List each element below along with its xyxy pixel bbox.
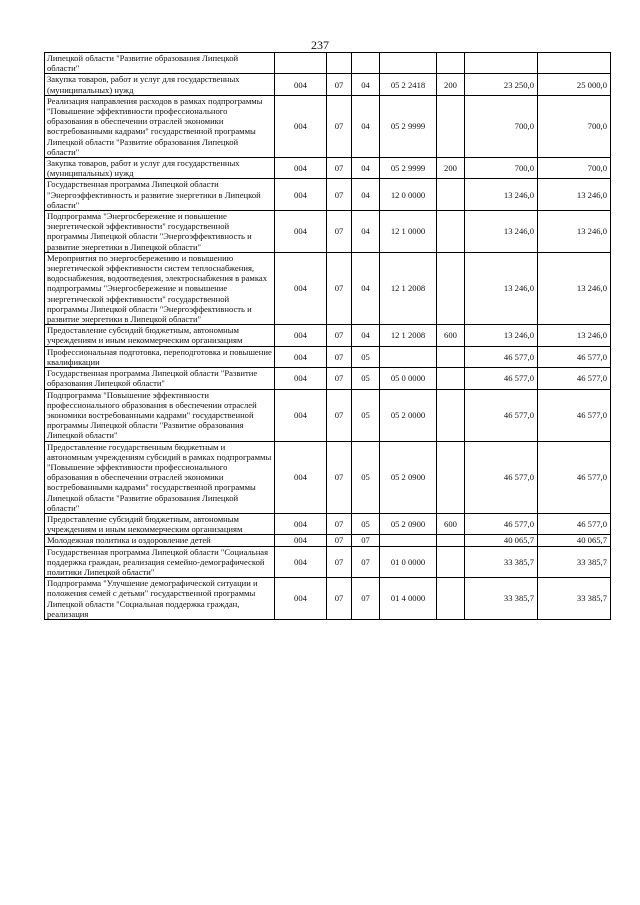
section-code-cell: 07 [327,252,352,324]
section-code-cell: 07 [327,389,352,441]
subsection-code-cell: 07 [352,578,380,620]
target-article-cell: 05 0 0000 [380,368,437,389]
amount-year2-cell: 13 246,0 [538,211,611,253]
row-name-cell: Мероприятия по энергосбережению и повышению энергетической эффективности систем теплоснабжения, водоснабжения, водоотведения, электроснабжения в рамках подпрограммы "Энергосбережение и повышение энергетической эффективности" государственной программы Липецкой области "Энергоэффективность и развитие энергетики в Липецкой области" [45,252,275,324]
row-name-cell: Молодежная политика и оздоровление детей [45,535,275,546]
target-article-cell: 12 1 0000 [380,211,437,253]
section-code-cell: 07 [327,325,352,346]
ved-code-cell: 004 [275,389,327,441]
expense-type-cell [437,252,465,324]
target-article-cell: 05 2 9999 [380,158,437,179]
subsection-code-cell: 07 [352,546,380,578]
table-row [45,95,611,157]
ved-code-cell: 004 [275,535,327,546]
row-name-cell: Предоставление субсидий бюджетным, автономным учреждениям и иным некоммерческим организациям [45,513,275,534]
section-code-cell: 07 [327,211,352,253]
ved-code-cell: 004 [275,441,327,513]
subsection-code-cell: 04 [352,158,380,179]
target-article-cell: 12 1 2008 [380,252,437,324]
expense-type-cell [437,389,465,441]
row-name-cell: Предоставление субсидий бюджетным, автономным учреждениям и иным некоммерческим организациям [45,325,275,346]
ved-code-cell: 004 [275,179,327,211]
table-body [45,53,611,620]
expense-type-cell: 600 [437,325,465,346]
amount-year1-cell [465,53,538,74]
amount-year1-cell: 13 246,0 [465,179,538,211]
target-article-cell: 05 2 0900 [380,441,437,513]
target-article-cell: 05 2 2418 [380,74,437,95]
amount-year2-cell: 46 577,0 [538,368,611,389]
target-article-cell [380,53,437,74]
table-row [45,74,611,95]
expense-type-cell [437,578,465,620]
target-article-cell: 05 2 0000 [380,389,437,441]
section-code-cell: 07 [327,95,352,157]
subsection-code-cell: 04 [352,74,380,95]
section-code-cell: 07 [327,578,352,620]
amount-year2-cell: 46 577,0 [538,513,611,534]
amount-year1-cell: 40 065,7 [465,535,538,546]
amount-year2-cell: 40 065,7 [538,535,611,546]
ved-code-cell [275,53,327,74]
ved-code-cell: 004 [275,513,327,534]
amount-year2-cell: 13 246,0 [538,252,611,324]
amount-year2-cell: 13 246,0 [538,325,611,346]
subsection-code-cell: 04 [352,179,380,211]
subsection-code-cell: 05 [352,513,380,534]
section-code-cell: 07 [327,535,352,546]
target-article-cell [380,535,437,546]
target-article-cell: 12 0 0000 [380,179,437,211]
subsection-code-cell: 05 [352,346,380,367]
expense-type-cell [437,368,465,389]
subsection-code-cell: 07 [352,535,380,546]
table-row [45,535,611,546]
table-row [45,158,611,179]
ved-code-cell: 004 [275,158,327,179]
expense-type-cell [437,535,465,546]
section-code-cell [327,53,352,74]
amount-year2-cell [538,53,611,74]
amount-year1-cell: 23 250,0 [465,74,538,95]
expense-type-cell: 200 [437,74,465,95]
amount-year1-cell: 33 385,7 [465,578,538,620]
expense-type-cell [437,211,465,253]
section-code-cell: 07 [327,179,352,211]
amount-year2-cell: 46 577,0 [538,441,611,513]
amount-year2-cell: 13 246,0 [538,179,611,211]
target-article-cell [380,346,437,367]
amount-year1-cell: 700,0 [465,158,538,179]
amount-year1-cell: 46 577,0 [465,389,538,441]
section-code-cell: 07 [327,368,352,389]
expense-type-cell [437,441,465,513]
page-number: 237 [311,38,329,52]
subsection-code-cell: 05 [352,441,380,513]
table-row [45,53,611,74]
table-row [45,578,611,620]
ved-code-cell: 004 [275,95,327,157]
amount-year1-cell: 46 577,0 [465,513,538,534]
expense-type-cell: 200 [437,158,465,179]
section-code-cell: 07 [327,74,352,95]
table-row [45,389,611,441]
row-name-cell: Подпрограмма "Улучшение демографической ситуации и положения семей с детьми" государственной программы Липецкой области "Социальная поддержка граждан, реализация [45,578,275,620]
ved-code-cell: 004 [275,252,327,324]
subsection-code-cell: 04 [352,211,380,253]
expense-type-cell: 600 [437,513,465,534]
section-code-cell: 07 [327,158,352,179]
expense-type-cell [437,95,465,157]
row-name-cell: Подпрограмма "Энергосбережение и повышение энергетической эффективности" государственной программы Липецкой области "Энергоэффективность и развитие энергетики в Липецкой области" [45,211,275,253]
subsection-code-cell: 05 [352,389,380,441]
table-row [45,252,611,324]
subsection-code-cell: 04 [352,95,380,157]
section-code-cell: 07 [327,546,352,578]
subsection-code-cell [352,53,380,74]
section-code-cell: 07 [327,441,352,513]
ved-code-cell: 004 [275,211,327,253]
expense-type-cell [437,346,465,367]
table-row [45,513,611,534]
amount-year1-cell: 13 246,0 [465,325,538,346]
row-name-cell: Закупка товаров, работ и услуг для государственных (муниципальных) нужд [45,74,275,95]
target-article-cell: 01 4 0000 [380,578,437,620]
amount-year1-cell: 46 577,0 [465,441,538,513]
row-name-cell: Подпрограмма "Повышение эффективности профессионального образования в обеспечении отраслей экономики востребованными кадрами" государственной программы Липецкой области "Развитие образования Липецкой области" [45,389,275,441]
row-name-cell: Государственная программа Липецкой области "Развитие образования Липецкой области" [45,368,275,389]
target-article-cell: 05 2 9999 [380,95,437,157]
expense-type-cell [437,53,465,74]
target-article-cell: 12 1 2008 [380,325,437,346]
table-row [45,546,611,578]
table-row [45,179,611,211]
amount-year1-cell: 33 385,7 [465,546,538,578]
table-row [45,368,611,389]
ved-code-cell: 004 [275,578,327,620]
row-name-cell: Профессиональная подготовка, переподготовка и повышение квалификации [45,346,275,367]
budget-table [44,52,611,620]
ved-code-cell: 004 [275,346,327,367]
section-code-cell: 07 [327,346,352,367]
amount-year2-cell: 46 577,0 [538,346,611,367]
ved-code-cell: 004 [275,546,327,578]
row-name-cell: Предоставление государственным бюджетным и автономным учреждениям субсидий в рамках подпрограммы "Повышение эффективности профессионального образования в обеспечении отраслей экономики востребованными кадрами" государственной программы Липецкой области "Развитие образования Липецкой области" [45,441,275,513]
subsection-code-cell: 04 [352,325,380,346]
amount-year1-cell: 46 577,0 [465,346,538,367]
target-article-cell: 01 0 0000 [380,546,437,578]
amount-year2-cell: 33 385,7 [538,578,611,620]
table-row [45,346,611,367]
section-code-cell: 07 [327,513,352,534]
amount-year2-cell: 25 000,0 [538,74,611,95]
row-name-cell: Реализация направления расходов в рамках подпрограммы "Повышение эффективности профессионального образования в обеспечении отраслей экономики востребованными кадрами" государственной программы Липецкой области "Развитие образования Липецкой области" [45,95,275,157]
ved-code-cell: 004 [275,325,327,346]
amount-year1-cell: 13 246,0 [465,252,538,324]
amount-year2-cell: 700,0 [538,95,611,157]
amount-year1-cell: 13 246,0 [465,211,538,253]
row-name-cell: Липецкой области "Развитие образования Липецкой области" [45,53,275,74]
amount-year2-cell: 46 577,0 [538,389,611,441]
amount-year2-cell: 700,0 [538,158,611,179]
table-row [45,441,611,513]
ved-code-cell: 004 [275,74,327,95]
subsection-code-cell: 05 [352,368,380,389]
expense-type-cell [437,179,465,211]
amount-year1-cell: 46 577,0 [465,368,538,389]
row-name-cell: Государственная программа Липецкой области "Социальная поддержка граждан, реализация семейно-демографической политики Липецкой области" [45,546,275,578]
expense-type-cell [437,546,465,578]
subsection-code-cell: 04 [352,252,380,324]
row-name-cell: Закупка товаров, работ и услуг для государственных (муниципальных) нужд [45,158,275,179]
amount-year2-cell: 33 385,7 [538,546,611,578]
table-row [45,325,611,346]
ved-code-cell: 004 [275,368,327,389]
row-name-cell: Государственная программа Липецкой области "Энергоэффективность и развитие энергетики в Липецкой области" [45,179,275,211]
amount-year1-cell: 700,0 [465,95,538,157]
table-row [45,211,611,253]
target-article-cell: 05 2 0900 [380,513,437,534]
